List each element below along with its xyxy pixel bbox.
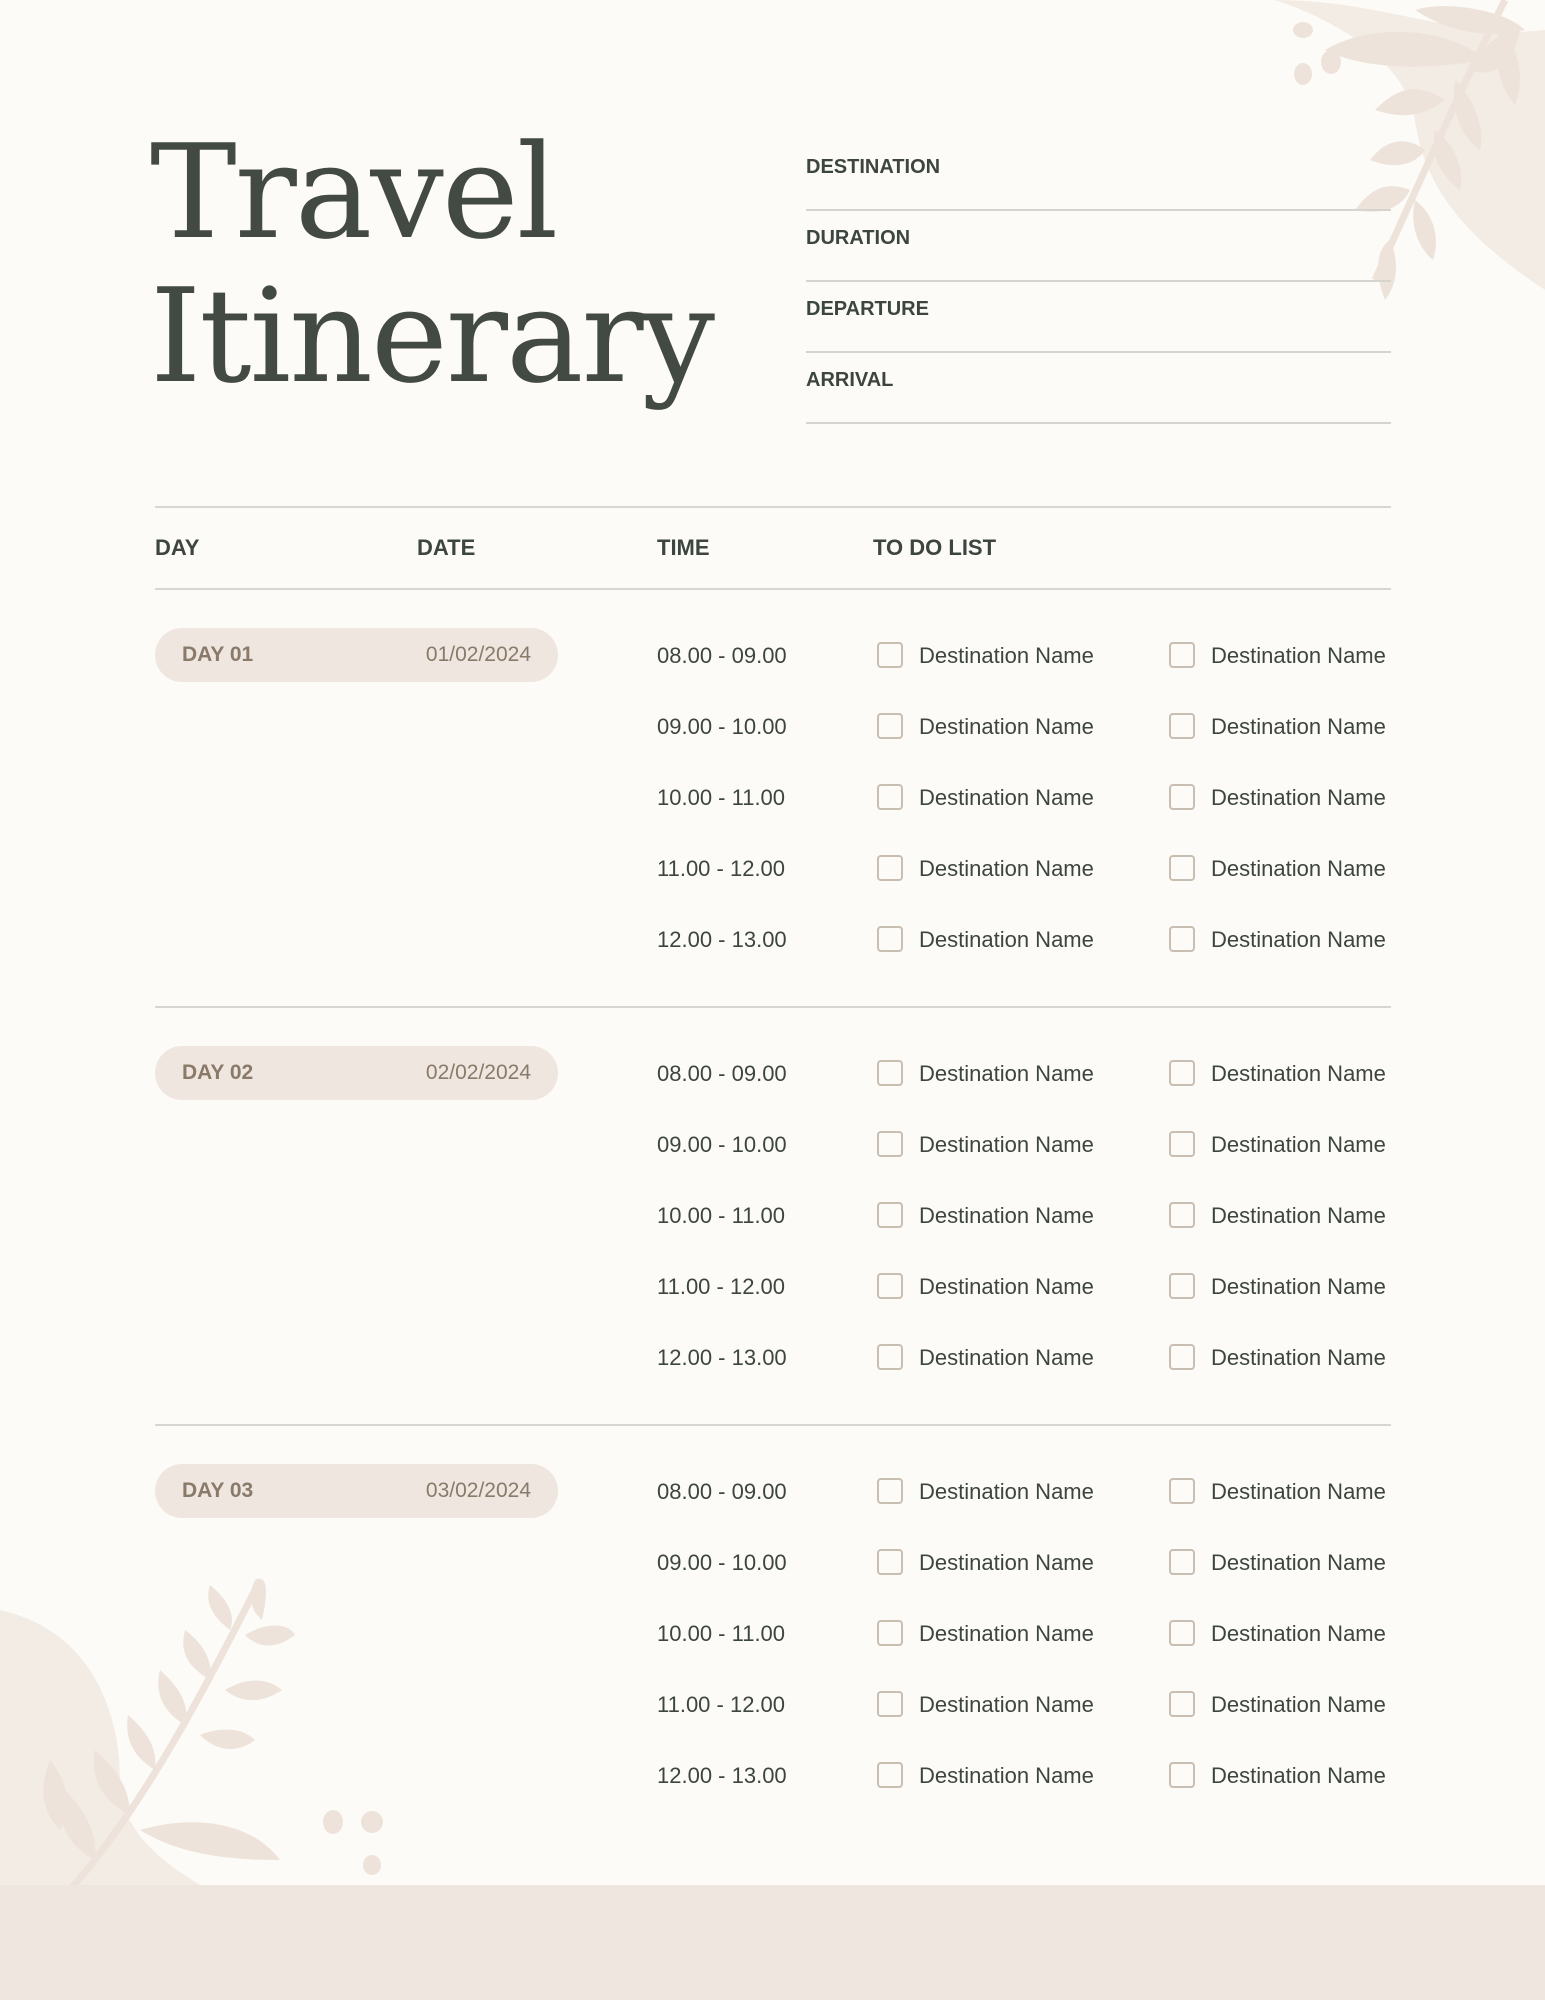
todo-checkbox[interactable] (1169, 855, 1195, 881)
title-line-1: Travel (150, 116, 557, 268)
todo-checkbox[interactable] (877, 1344, 903, 1370)
todo-label: Destination Name (919, 1763, 1094, 1788)
todo-checkbox[interactable] (877, 926, 903, 952)
time-slot-row (657, 1464, 1391, 1518)
todo-checkbox[interactable] (1169, 1344, 1195, 1370)
time-slot-row (657, 1677, 1391, 1731)
day-label: DAY 01 (182, 643, 254, 666)
time-range: 10.00 - 11.00 (657, 1203, 786, 1228)
time-slot-row (657, 841, 1391, 895)
todo-checkbox[interactable] (1169, 784, 1195, 810)
column-header-date: DATE (417, 535, 476, 560)
title-line-2: Itinerary (150, 260, 714, 412)
departure-label: DEPARTURE (806, 298, 929, 320)
time-slot-row (657, 1535, 1391, 1589)
todo-checkbox[interactable] (877, 1762, 903, 1788)
time-slot-row (657, 628, 1391, 682)
column-header-day: DAY (155, 535, 200, 560)
column-header-todo: TO DO LIST (873, 535, 997, 560)
day-label: DAY 03 (182, 1479, 254, 1502)
todo-checkbox[interactable] (1169, 1478, 1195, 1504)
todo-label: Destination Name (919, 1345, 1094, 1370)
todo-checkbox[interactable] (877, 1273, 903, 1299)
todo-label: Destination Name (919, 1274, 1094, 1299)
time-range: 12.00 - 13.00 (657, 1763, 787, 1788)
day-date: 02/02/2024 (425, 1061, 531, 1084)
arrival-label: ARRIVAL (806, 369, 894, 391)
time-slot-row (657, 1117, 1391, 1171)
todo-label: Destination Name (919, 927, 1094, 952)
todo-label: Destination Name (1211, 643, 1386, 668)
destination-field[interactable] (806, 140, 1391, 211)
todo-label: Destination Name (919, 856, 1094, 881)
todo-label: Destination Name (919, 1621, 1094, 1646)
day-pill (155, 1046, 558, 1100)
time-range: 12.00 - 13.00 (657, 927, 787, 952)
todo-checkbox[interactable] (877, 784, 903, 810)
todo-checkbox[interactable] (1169, 713, 1195, 739)
table-top-divider (155, 506, 1391, 508)
todo-label: Destination Name (1211, 1621, 1386, 1646)
todo-label: Destination Name (919, 714, 1094, 739)
day-date: 01/02/2024 (425, 643, 531, 666)
day-pill (155, 1464, 558, 1518)
todo-label: Destination Name (1211, 1132, 1386, 1157)
todo-checkbox[interactable] (1169, 1273, 1195, 1299)
todo-checkbox[interactable] (1169, 1620, 1195, 1646)
time-range: 08.00 - 09.00 (657, 1061, 787, 1086)
time-slot-row (657, 699, 1391, 753)
page-title (150, 116, 714, 412)
todo-checkbox[interactable] (1169, 1762, 1195, 1788)
todo-label: Destination Name (1211, 1550, 1386, 1575)
todo-label: Destination Name (919, 1132, 1094, 1157)
time-range: 11.00 - 12.00 (657, 856, 786, 881)
todo-label: Destination Name (1211, 1274, 1386, 1299)
time-range: 11.00 - 12.00 (657, 1274, 786, 1299)
time-slot-row (657, 1748, 1391, 1802)
time-slot-row (657, 1330, 1391, 1384)
time-range: 09.00 - 10.00 (657, 1132, 787, 1157)
time-range: 08.00 - 09.00 (657, 643, 787, 668)
todo-checkbox[interactable] (1169, 1202, 1195, 1228)
todo-label: Destination Name (1211, 714, 1386, 739)
todo-label: Destination Name (919, 643, 1094, 668)
todo-checkbox[interactable] (1169, 1691, 1195, 1717)
todo-label: Destination Name (1211, 785, 1386, 810)
arrival-field[interactable] (806, 353, 1391, 424)
day-pill (155, 628, 558, 682)
todo-checkbox[interactable] (1169, 1549, 1195, 1575)
todo-label: Destination Name (919, 785, 1094, 810)
time-range: 10.00 - 11.00 (657, 1621, 786, 1646)
todo-label: Destination Name (1211, 1203, 1386, 1228)
todo-label: Destination Name (1211, 1479, 1386, 1504)
time-slot-row (657, 770, 1391, 824)
departure-field[interactable] (806, 282, 1391, 353)
todo-checkbox[interactable] (1169, 1131, 1195, 1157)
todo-label: Destination Name (1211, 927, 1386, 952)
todo-label: Destination Name (919, 1061, 1094, 1086)
time-range: 08.00 - 09.00 (657, 1479, 787, 1504)
time-slot-row (657, 1259, 1391, 1313)
todo-checkbox[interactable] (877, 855, 903, 881)
day-divider (155, 1006, 1391, 1008)
todo-label: Destination Name (919, 1550, 1094, 1575)
todo-checkbox[interactable] (1169, 926, 1195, 952)
footer-band (0, 1885, 1545, 2000)
destination-label: DESTINATION (806, 156, 941, 178)
todo-label: Destination Name (1211, 1345, 1386, 1370)
day-date: 03/02/2024 (425, 1479, 531, 1502)
todo-label: Destination Name (1211, 1692, 1386, 1717)
trip-info (806, 140, 1391, 424)
todo-checkbox[interactable] (877, 1549, 903, 1575)
time-range: 09.00 - 10.00 (657, 714, 787, 739)
time-slot-row (657, 1188, 1391, 1242)
todo-checkbox[interactable] (1169, 642, 1195, 668)
todo-checkbox[interactable] (1169, 1060, 1195, 1086)
todo-checkbox[interactable] (877, 642, 903, 668)
time-range: 12.00 - 13.00 (657, 1345, 787, 1370)
todo-label: Destination Name (1211, 1061, 1386, 1086)
todo-checkbox[interactable] (877, 1131, 903, 1157)
duration-field[interactable] (806, 211, 1391, 282)
todo-label: Destination Name (1211, 1763, 1386, 1788)
day-block (155, 1046, 1391, 1396)
todo-label: Destination Name (919, 1692, 1094, 1717)
todo-checkbox[interactable] (877, 1202, 903, 1228)
column-header-time: TIME (657, 535, 710, 560)
time-slot-row (657, 1046, 1391, 1100)
day-block (155, 628, 1391, 978)
todo-label: Destination Name (1211, 856, 1386, 881)
duration-label: DURATION (806, 227, 911, 249)
day-block (155, 1464, 1391, 1814)
time-range: 11.00 - 12.00 (657, 1692, 786, 1717)
todo-checkbox[interactable] (877, 1478, 903, 1504)
todo-label: Destination Name (919, 1479, 1094, 1504)
todo-checkbox[interactable] (877, 713, 903, 739)
time-range: 09.00 - 10.00 (657, 1550, 787, 1575)
day-divider (155, 1424, 1391, 1426)
time-slot-row (657, 912, 1391, 966)
time-range: 10.00 - 11.00 (657, 785, 786, 810)
todo-checkbox[interactable] (877, 1060, 903, 1086)
todo-label: Destination Name (919, 1203, 1094, 1228)
todo-checkbox[interactable] (877, 1691, 903, 1717)
day-label: DAY 02 (182, 1061, 254, 1084)
todo-checkbox[interactable] (877, 1620, 903, 1646)
time-slot-row (657, 1606, 1391, 1660)
header-divider (155, 588, 1391, 590)
